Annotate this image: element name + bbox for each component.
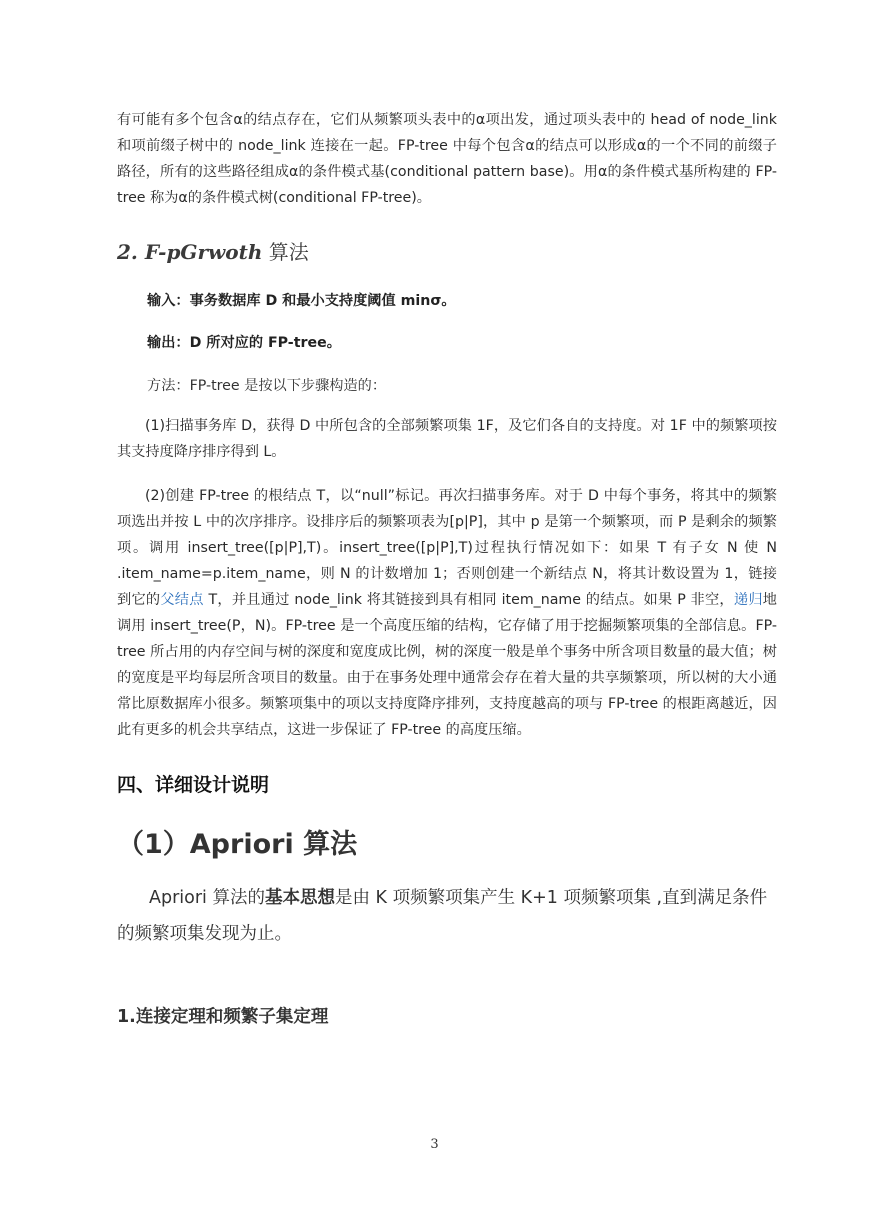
apriori-paragraph xyxy=(117,880,777,952)
section-heading-tail: 算法 xyxy=(262,240,309,264)
chapter4-heading: 四、详细设计说明 xyxy=(117,774,270,796)
method-line: 方法：FP-tree 是按以下步骤构造的： xyxy=(147,378,387,394)
step2-text-part3: 地调用 insert_tree(P，N)。FP-tree 是一个高度压缩的结构，它存储了用于挖掘频繁项集的全部信息。FP-tree 所占用的内存空间与树的深度和宽度成比例，树的深度一般是单个事务中所含项目数量的最大值；树的宽度是平均每层所含项目的数量。由于在事务处理中通常会存在着大量的共享频繁项，所以树的大小通常比原数据库小很多。频繁项集中的项以支持度降序排列，支持度越高的项与 FP-tree 的根距离越近，因此有更多的机会共享结点，这进一步保证了 FP-tree 的高度压缩。 xyxy=(117,592,777,738)
apriori-text-prefix: Apriori 算法的 xyxy=(149,888,265,908)
apriori-text-bold: 基本思想 xyxy=(264,888,335,908)
recursion-link[interactable]: 递归 xyxy=(733,592,763,608)
section-heading-number-title: 2. F-pGrwoth xyxy=(117,240,263,264)
step1-paragraph: (1)扫描事务库 D，获得 D 中所包含的全部频繁项集 1F，及它们各自的支持度。对 1F 中的频繁项按其支持度降序排序得到 L。 xyxy=(117,418,777,460)
subsection1-heading: 1.连接定理和频繁子集定理 xyxy=(117,1007,329,1027)
apriori-text-suffix: 是由 K 项频繁项集产生 K+1 项频繁项集 ,直到满足条件的频繁项集发现为止。 xyxy=(117,888,768,944)
section-heading-fp-growth xyxy=(117,236,309,265)
step2-paragraph xyxy=(117,483,777,743)
output-line: 输出：D 所对应的 FP-tree。 xyxy=(147,335,341,351)
step2-text-part2: T，并且通过 node_link 将其链接到具有相同 item_name 的结点。如果 P 非空， xyxy=(203,592,734,608)
step2-text-part1: (2)创建 FP-tree 的根结点 T，以“null”标记。再次扫描事务库。对于 D 中每个事务，将其中的频繁项选出并按 L 中的次序排序。设排序后的频繁项表为[p|P]，其中 p 是第一个频繁项，而 P 是剩余的频繁项。调用 insert_tree([p|P],T)。insert_tree([p|P],T)过程执行情况如下：如果 T 有子女 N 使 N .item_name=p.item_name，则 N 的计数增加 1；否则创建一个新结点 N，将其计数设置为 1，链接到它的 xyxy=(117,488,777,608)
paragraph-conditional-pattern: 有可能有多个包含α的结点存在，它们从频繁项头表中的α项出发，通过项头表中的 head of node_link 和项前缀子树中的 node_link 连接在一起。FP-tree 中每个包含α的结点可以形成α的一个不同的前缀子路径，所有的这些路径组成α的条件模式基(conditional pattern base)。用α的条件模式基所构建的 FP-tree 称为α的条件模式树(conditional FP-tree)。 xyxy=(117,112,777,206)
parent-node-link[interactable]: 父结点 xyxy=(160,592,204,608)
input-line: 输入：事务数据库 D 和最小支持度阈值 minσ。 xyxy=(147,293,456,309)
page-number: 3 xyxy=(430,1137,439,1152)
apriori-heading: （1）Apriori 算法 xyxy=(117,829,358,860)
